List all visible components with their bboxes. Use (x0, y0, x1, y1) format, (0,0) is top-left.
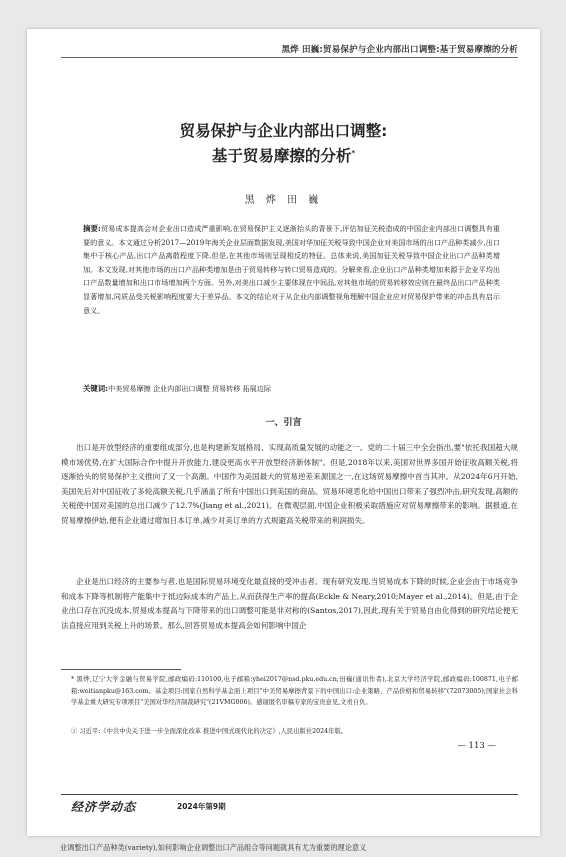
journal-page (27, 29, 540, 836)
article-title-line2 (27, 144, 540, 166)
footnote-reference: ① 习近平:《中共中央关于进一步全面深化改革 推进中国式现代化的决定》,人民出版社2024年版。 (71, 728, 348, 735)
keywords-label: 关键词: (83, 384, 109, 393)
page-number: — 113 — (457, 741, 496, 751)
journal-logo: 经济学动态 (71, 800, 137, 814)
article-title-line1: 贸易保护与企业内部出口调整: (179, 122, 388, 140)
keywords-text: 中美贸易摩擦 企业内部出口调整 贸易转移 拓展边际 (108, 384, 271, 393)
body-paragraph-2: 企业是出口经济的主要参与者,也是国际贸易环境变化最直接的受冲击者。现有研究发现,当贸易成本下降的时候,企业会由于市场竞争和成本下降等机制将产能集中于抵边际成本的产品上,从而获得生产率的提高(Eckle & Neary,2010;Mayer et al.,2014)。但是,由于企业出口存在沉没成本,贸易成本提高与下降带来的出口调整可能是非对称的(Santos,2017),因此,现有关于贸易自由化得到的研究结论便无法直接应用到关税上升的场景。那么,回答贸易成本提高会如何影响中国企 (61, 577, 518, 630)
title-footnote-mark: * (351, 148, 356, 157)
authors: 黑 烨 田 巍 (244, 195, 323, 206)
abstract (83, 222, 500, 317)
journal-issue: 2024年第9期 (177, 802, 226, 811)
next-page-text: 业调整出口产品种类(variety),如何影响企业调整出口产品组合等问题就具有尤为重要的理论意义 (60, 843, 367, 852)
abstract-text: 贸易成本提高会对企业出口造成严重影响,在贸易保护主义逐渐抬头的背景下,评估加征关税造成的中国企业内部出口调整具有重要的意义。本文通过分析2017—2019年海关企业层面数据发现,美国对华加征关税导致中国企业对美国市场的出口产品种类减少,出口集中于核心产品,出口产品离散程度下降,但是,在其他市场则呈现相反的特征。总体来说,美国加征关税导致中国企业出口产品种类增加。本文发现,对其他市场的出口产品种类增加是由于贸易转移与转口贸易造成的。分解来看,企业出口产品种类增加来源于企业平均出口产品数量增加和出口市场增加两个方面。另外,对美出口减少主要体现在中间品,对其他市场的贸易转移效应则在最终品出口产品种类显著增加,同质品受关税影响程度要大于差异品。本文的结论对于从企业内部调整视角理解中国企业应对贸易保护带来的冲击具有启示意义。 (83, 224, 500, 315)
abstract-label: 摘要: (83, 224, 101, 233)
footer-rule (61, 794, 518, 795)
running-header: 黑烨 田巍:贸易保护与企业内部出口调整:基于贸易摩擦的分析 (281, 45, 518, 55)
header-rule (61, 57, 518, 58)
keywords (83, 383, 500, 394)
section-heading: 一、引言 (265, 418, 302, 428)
article-title-text: 基于贸易摩擦的分析 (211, 147, 352, 165)
footnote-author-info: * 黑烨,辽宁大学金融与贸易学院,邮政编码:110100,电子邮箱:yhei2017@nsd.pku.edu.cn;田巍(通讯作者),北京大学经济学院,邮政编码:100871,电子邮箱:weitianpku@163.com。基金项目:国家自然科学基金面上项目"中美贸易摩擦背景下的中国出口:企业策略、产品价格和贸易转移"(72073005);国家社会科学基金重大研究专项项目"美国对华经济制裁研究"(21VMG006)。感谢匿名审稿专家的宝贵意见,文责自负。 (71, 676, 518, 706)
footnote-rule (61, 669, 181, 670)
body-paragraph-1: 出口是开放型经济的重要组成部分,也是构建新发展格局、实现高质量发展的动能之一。党的二十届三中全会指出,要"依托我国超大规模市场优势,在扩大国际合作中提升开放能力,建设更高水平开放型经济新体制"。但是,2018年以来,美国对世界多国开始征收高额关税,将逐渐抬头的贸易保护主义推向了又一个高潮。中国作为美国最大的贸易逆差来源国之一,在这场贸易摩擦中首当其冲。从2024年6月开始,美国先后对中国征收了多轮高额关税,几乎涵盖了所有中国出口到美国的商品。贸易环境恶化给中国出口带来了强烈冲击,研究发现,高额的关税使中国对美国的总出口减少了12.7%(Jiang et al.,2021)。在微观层面,中国企业积极采取措施应对贸易摩擦带来的影响。据报道,在贸易摩擦伊始,便有企业通过增加日本订单,减少对美订单的方式规避高关税带来的利润损失。 (61, 443, 518, 525)
